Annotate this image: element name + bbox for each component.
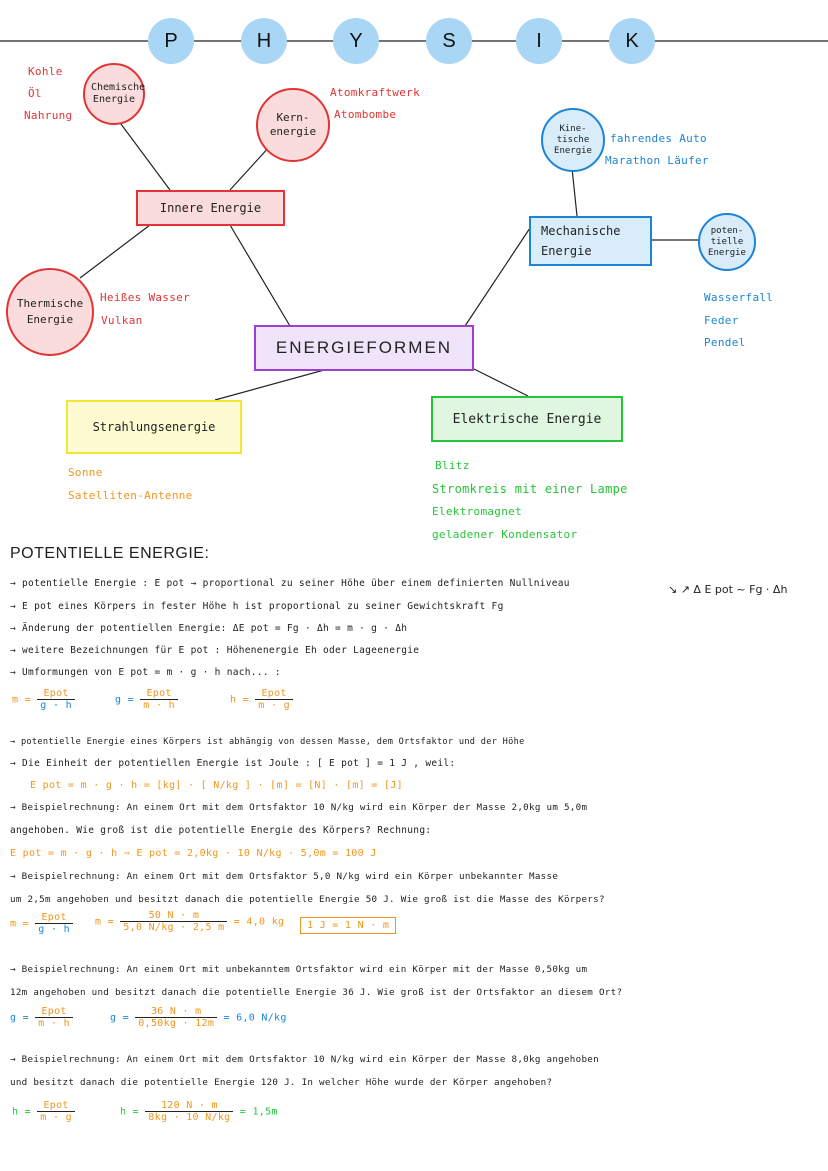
header-letter-p: P (148, 18, 194, 64)
bubble-kern-energie: Kern- energie (256, 88, 330, 162)
box-innere-energie: Innere Energie (136, 190, 285, 226)
example-3-formula: g = $\frac{\text{Epot}}{m \cdot h}$ (10, 1006, 73, 1029)
example-1-line-b: angehoben. Wie groß ist die potentielle Energie des Körpers? Rechnung: (10, 825, 432, 836)
example-atombombe: Atombombe (334, 108, 397, 121)
bubble-thermische-energie: Thermische Energie (6, 268, 94, 356)
example-elektromagnet: Elektromagnet (432, 505, 522, 518)
bubble-chemische-energie: Chemische Energie (83, 63, 145, 125)
note-line-1: → potentielle Energie : E pot → proportional zu seiner Höhe über einem definierten Nullniveau (10, 578, 570, 589)
note-line-3: → Änderung der potentiellen Energie: ΔE pot = Fg · Δh = m · g · Δh (10, 623, 408, 634)
notes-title: POTENTIELLE ENERGIE: (10, 545, 210, 562)
example-2-unit-box: 1 J = 1 N · m (300, 917, 396, 934)
formula-m: m = $\frac{\text{Epot}}{g \cdot h}$ (12, 688, 75, 711)
example-1-line-a: → Beispielrechnung: An einem Ort mit dem Ortsfaktor 10 N/kg wird ein Körper der Masse 2,0kg um 5,0m (10, 802, 588, 813)
example-kohle: Kohle (28, 65, 63, 78)
header-letter-i: I (516, 18, 562, 64)
example-3-line-a: → Beispielrechnung: An einem Ort mit unbekanntem Ortsfaktor wird ein Körper mit der Masse 0,50kg um (10, 964, 588, 975)
example-sonne: Sonne (68, 466, 103, 479)
box-elektrische-energie: Elektrische Energie (431, 396, 623, 442)
example-fahrendes-auto: fahrendes Auto (610, 132, 707, 145)
example-vulkan: Vulkan (101, 314, 143, 327)
formula-h: h = $\frac{\text{Epot}}{m \cdot g}$ (230, 688, 293, 711)
example-4-calculation: h = $\frac{120 N \cdot m}{8kg \cdot 10 N/kg}$ = 1,5m (120, 1100, 278, 1123)
bubble-potentielle-energie: poten- tielle Energie (698, 213, 756, 271)
example-4-line-b: und besitzt danach die potentielle Energie 120 J. In welcher Höhe wurde der Körper angehoben? (10, 1077, 553, 1088)
example-stromkreis: Stromkreis mit einer Lampe (432, 482, 628, 496)
example-wasserfall: Wasserfall (704, 291, 774, 304)
example-3-line-b: 12m angehoben und besitzt danach die potentielle Energie 36 J. Wie groß ist der Ortsfaktor an diesem Ort? (10, 987, 623, 998)
box-mechanische-energie: Mechanische Energie (529, 216, 652, 266)
example-satelliten: Satelliten-Antenne (68, 489, 193, 502)
header-letter-y: Y (333, 18, 379, 64)
note-line-4: → weitere Bezeichnungen für E pot : Höhenenergie Eh oder Lageenergie (10, 645, 420, 656)
example-feder: Feder (704, 314, 739, 327)
bubble-kinetische-energie: Kine- tische Energie (541, 108, 605, 172)
example-1-result: E pot = m · g · h ⇒ E pot = 2,0kg · 10 N/kg · 5,0m = 100 J (10, 848, 377, 859)
note-line-7: → Die Einheit der potentiellen Energie ist Joule : [ E pot ] = 1 J , weil: (10, 758, 456, 769)
header-letter-k: K (609, 18, 655, 64)
example-blitz: Blitz (435, 459, 470, 472)
example-atomkraftwerk: Atomkraftwerk (330, 86, 420, 99)
example-marathon: Marathon Läufer (605, 154, 709, 167)
box-energieformen: ENERGIEFORMEN (254, 325, 474, 371)
note-line-1-side: ↘ ↗ Δ E pot ~ Fg · Δh (668, 583, 788, 596)
example-heisses-wasser: Heißes Wasser (100, 291, 190, 304)
example-3-calculation: g = $\frac{36 N \cdot m}{0,50kg \cdot 12m}$ = 6,0 N/kg (110, 1006, 287, 1029)
example-4-line-a: → Beispielrechnung: An einem Ort mit dem Ortsfaktor 10 N/kg wird ein Körper der Masse 8,0kg angehoben (10, 1054, 599, 1065)
example-pendel: Pendel (704, 336, 746, 349)
note-line-6: → potentielle Energie eines Körpers ist abhängig von dessen Masse, dem Ortsfaktor und der Höhe (10, 737, 525, 747)
example-oel: Öl (28, 87, 42, 100)
note-line-8: E pot = m · g · h = [kg] · [ N/kg ] · [m] = [N] · [m] = [J] (30, 780, 403, 791)
note-line-2: → E pot eines Körpers in fester Höhe h ist proportional zu seiner Gewichtskraft Fg (10, 601, 504, 612)
formula-g: g = $\frac{\text{Epot}}{m \cdot h}$ (115, 688, 178, 711)
box-strahlungsenergie: Strahlungsenergie (66, 400, 242, 454)
header-letter-h: H (241, 18, 287, 64)
example-2-formula: m = $\frac{\text{Epot}}{g \cdot h}$ (10, 912, 73, 935)
example-2-line-b: um 2,5m angehoben und besitzt danach die potentielle Energie 50 J. Wie groß ist die Masse des Körpers? (10, 894, 605, 905)
note-line-5: → Umformungen von E pot = m · g · h nach... : (10, 667, 281, 678)
example-2-calculation: m = $\frac{50 N \cdot m}{5,0 N/kg \cdot 2,5 m}$ = 4,0 kg (95, 910, 285, 933)
example-2-line-a: → Beispielrechnung: An einem Ort mit dem Ortsfaktor 5,0 N/kg wird ein Körper unbekannter Masse (10, 871, 559, 882)
example-nahrung: Nahrung (24, 109, 73, 122)
example-kondensator: geladener Kondensator (432, 528, 578, 541)
example-4-formula: h = $\frac{\text{Epot}}{m \cdot g}$ (12, 1100, 75, 1123)
header-letter-s: S (426, 18, 472, 64)
